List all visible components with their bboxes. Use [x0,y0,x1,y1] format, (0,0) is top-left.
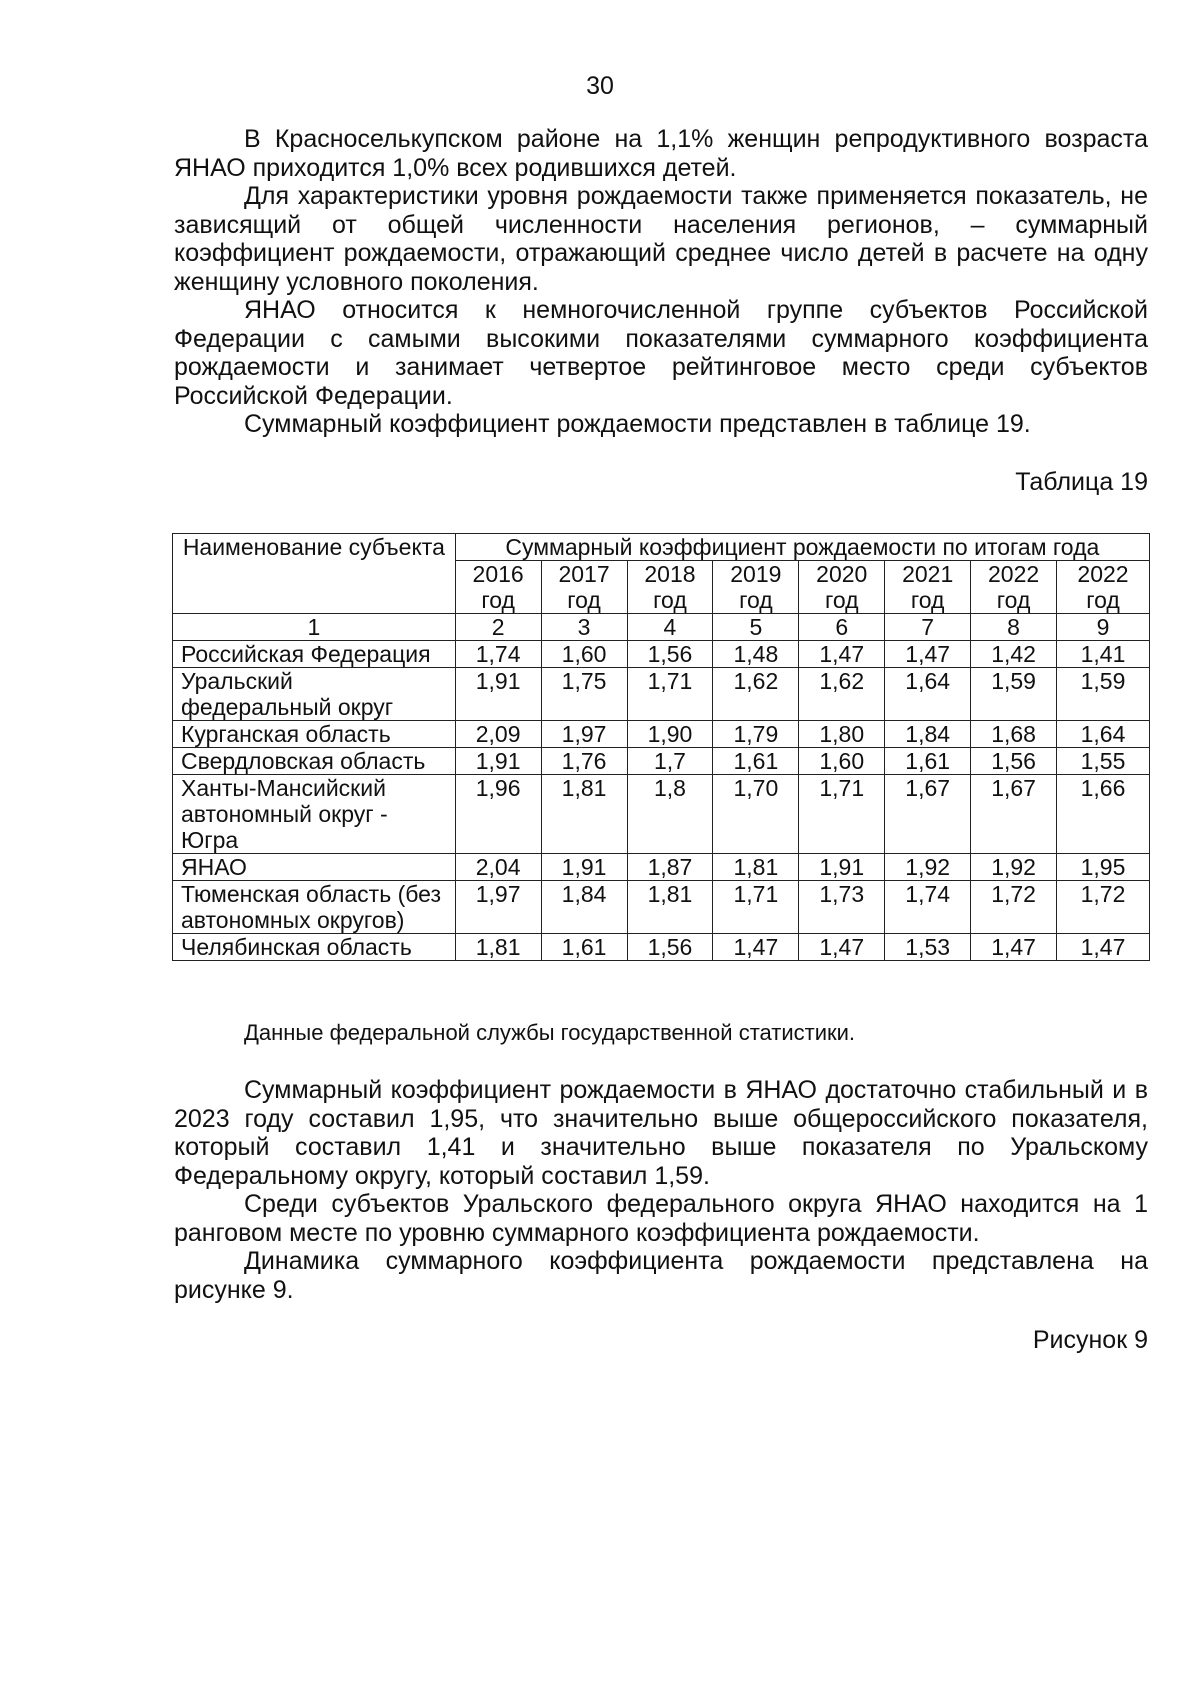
year-cell: 2019 год [713,561,799,614]
value-cell: 1,92 [971,854,1057,881]
paragraph: В Красноселькупском районе на 1,1% женщин репродуктивного возраста ЯНАО приходится 1,0% всех родившихся детей. [174,125,1148,182]
page-number: 30 [586,72,614,100]
value-cell: 1,81 [455,934,541,961]
value-cell: 1,67 [885,775,971,854]
value-cell: 1,56 [971,748,1057,775]
value-cell: 1,81 [627,881,713,934]
paragraph: Среди субъектов Уральского федерального округа ЯНАО находится на 1 ранговом месте по уровню суммарного коэффициента рождаемости. [174,1190,1148,1247]
value-cell: 1,55 [1057,748,1150,775]
region-name-cell: Тюменская область (без автономных округов) [173,881,456,934]
region-name-cell: ЯНАО [173,854,456,881]
value-cell: 1,61 [885,748,971,775]
value-cell: 1,47 [885,641,971,668]
column-number-cell: 6 [799,614,885,641]
header-name-cell: Наименование субъекта [173,534,456,614]
value-cell: 1,62 [713,668,799,721]
value-cell: 1,7 [627,748,713,775]
year-cell: 2017 год [541,561,627,614]
column-number-cell: 5 [713,614,799,641]
column-number-cell: 4 [627,614,713,641]
region-name-cell: Российская Федерация [173,641,456,668]
value-cell: 1,71 [627,668,713,721]
year-cell: 2020 год [799,561,885,614]
paragraph: Суммарный коэффициент рождаемости в ЯНАО достаточно стабильный и в 2023 году составил 1,95, что значительно выше общероссийского показателя, который составил 1,41 и значительно выше показателя по Уральскому Федеральному округу, который составил 1,59. [174,1076,1148,1190]
table-row [173,775,1150,854]
value-cell: 1,84 [541,881,627,934]
value-cell: 1,71 [799,775,885,854]
value-cell: 1,61 [541,934,627,961]
value-cell: 1,91 [541,854,627,881]
year-cell: 2021 год [885,561,971,614]
value-cell: 1,47 [799,934,885,961]
value-cell: 1,91 [799,854,885,881]
value-cell: 1,60 [799,748,885,775]
value-cell: 1,61 [713,748,799,775]
region-name-cell: Челябинская область [173,934,456,961]
table-header-row [173,534,1150,561]
value-cell: 1,41 [1057,641,1150,668]
intro-text [174,125,1148,439]
value-cell: 1,80 [799,721,885,748]
value-cell: 1,47 [971,934,1057,961]
table-row [173,854,1150,881]
value-cell: 1,90 [627,721,713,748]
figure-label: Рисунок 9 [1032,1326,1148,1354]
value-cell: 1,97 [455,881,541,934]
value-cell: 1,66 [1057,775,1150,854]
value-cell: 1,72 [1057,881,1150,934]
value-cell: 1,48 [713,641,799,668]
value-cell: 1,71 [713,881,799,934]
value-cell: 1,74 [885,881,971,934]
value-cell: 1,79 [713,721,799,748]
value-cell: 1,75 [541,668,627,721]
value-cell: 1,64 [1057,721,1150,748]
value-cell: 1,60 [541,641,627,668]
value-cell: 1,64 [885,668,971,721]
value-cell: 1,47 [1057,934,1150,961]
conclusion-text [174,1076,1148,1304]
value-cell: 1,81 [541,775,627,854]
value-cell: 1,95 [1057,854,1150,881]
value-cell: 1,70 [713,775,799,854]
value-cell: 1,62 [799,668,885,721]
source-note: Данные федеральной службы государственной статистики. [244,1020,856,1045]
column-number-cell: 3 [541,614,627,641]
value-cell: 1,59 [971,668,1057,721]
column-number-cell: 7 [885,614,971,641]
year-cell: 2022 год [971,561,1057,614]
value-cell: 1,59 [1057,668,1150,721]
year-cell: 2022 год [1057,561,1150,614]
column-numbers-row [173,614,1150,641]
value-cell: 1,74 [455,641,541,668]
header-main-cell: Суммарный коэффициент рождаемости по итогам года [455,534,1149,561]
table-row [173,748,1150,775]
value-cell: 1,87 [627,854,713,881]
value-cell: 1,67 [971,775,1057,854]
value-cell: 1,68 [971,721,1057,748]
region-name-cell: Уральский федеральный округ [173,668,456,721]
value-cell: 1,73 [799,881,885,934]
table-row [173,934,1150,961]
column-number-cell: 2 [455,614,541,641]
table-label: Таблица 19 [1015,468,1148,496]
year-cell: 2016 год [455,561,541,614]
value-cell: 1,47 [713,934,799,961]
value-cell: 1,56 [627,641,713,668]
value-cell: 1,91 [455,668,541,721]
value-cell: 1,92 [885,854,971,881]
paragraph: ЯНАО относится к немногочисленной группе субъектов Российской Федерации с самыми высокими показателями суммарного коэффициента рождаемости и занимает четвертое рейтинговое место среди субъектов Российской Федерации. [174,296,1148,410]
value-cell: 1,42 [971,641,1057,668]
value-cell: 1,91 [455,748,541,775]
value-cell: 1,76 [541,748,627,775]
paragraph: Для характеристики уровня рождаемости также применяется показатель, не зависящий от общей численности населения регионов, – суммарный коэффициент рождаемости, отражающий среднее число детей в расчете на одну женщину условного поколения. [174,182,1148,296]
value-cell: 1,53 [885,934,971,961]
table-row [173,668,1150,721]
column-number-cell: 8 [971,614,1057,641]
value-cell: 2,04 [455,854,541,881]
value-cell: 1,96 [455,775,541,854]
column-number-cell: 9 [1057,614,1150,641]
year-cell: 2018 год [627,561,713,614]
paragraph: Динамика суммарного коэффициента рождаемости представлена на рисунке 9. [174,1247,1148,1304]
value-cell: 1,47 [799,641,885,668]
region-name-cell: Свердловская область [173,748,456,775]
value-cell: 1,72 [971,881,1057,934]
value-cell: 1,97 [541,721,627,748]
table-row [173,881,1150,934]
region-name-cell: Курганская область [173,721,456,748]
value-cell: 1,56 [627,934,713,961]
value-cell: 2,09 [455,721,541,748]
value-cell: 1,8 [627,775,713,854]
table-row [173,641,1150,668]
column-number-cell: 1 [173,614,456,641]
fertility-table [172,533,1150,961]
paragraph: Суммарный коэффициент рождаемости представлен в таблице 19. [244,410,1031,438]
region-name-cell: Ханты-Мансийский автономный округ - Югра [173,775,456,854]
table-row [173,721,1150,748]
value-cell: 1,81 [713,854,799,881]
value-cell: 1,84 [885,721,971,748]
